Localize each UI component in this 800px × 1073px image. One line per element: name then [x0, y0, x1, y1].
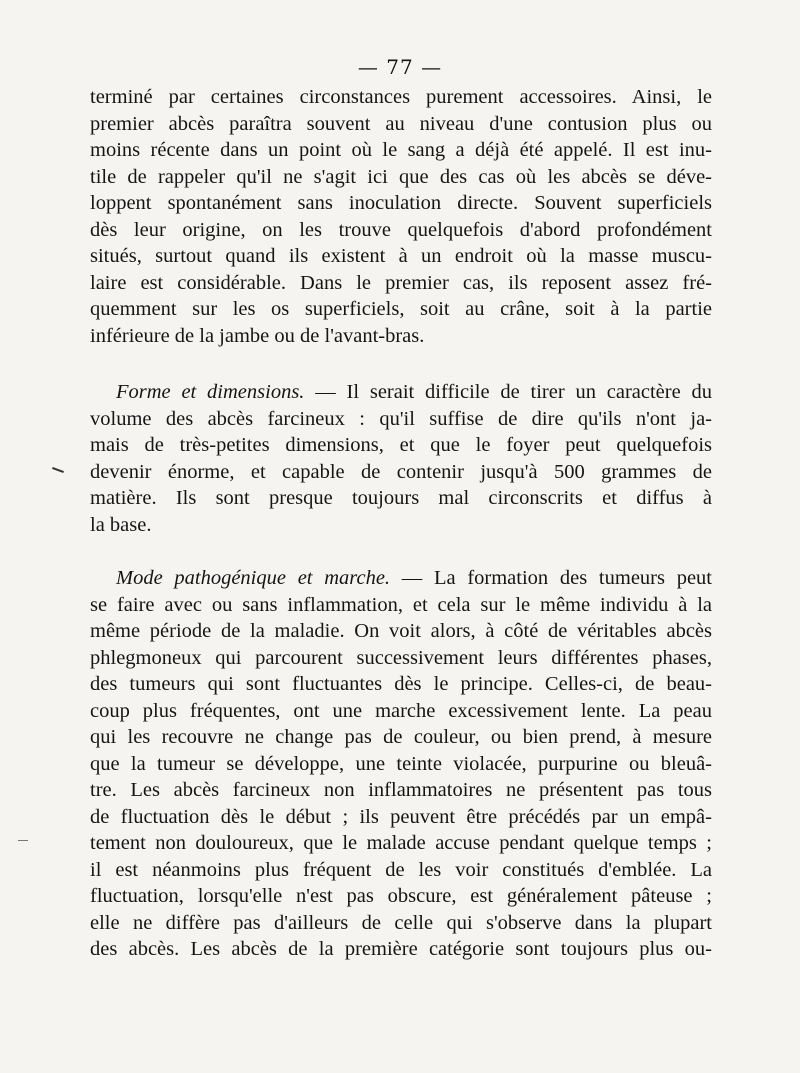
text-line: tre. Les abcès farcineux non inflammatoires ne présentent pas tous — [90, 779, 712, 801]
margin-mark-faint — [18, 840, 28, 841]
text-line: moins récente dans un point où le sang a déjà été appelé. Il est inu- — [90, 139, 712, 161]
text-line: phlegmoneux qui parcourent successivement leurs différentes phases, — [90, 646, 712, 669]
text-line: situés, surtout quand ils existent à un endroit où la masse muscu- — [90, 245, 712, 267]
text-line: mais de très-petites dimensions, et que le foyer peut quelquefois — [90, 434, 712, 456]
text-line: premier abcès paraîtra souvent au niveau d'une contusion plus ou — [90, 112, 712, 135]
text-line: devenir énorme, et capable de contenir jusqu'à 500 grammes de — [90, 460, 712, 483]
section-heading: Mode pathogénique et marche. — [116, 567, 391, 589]
text-line: terminé par certaines circonstances purement accessoires. Ainsi, le — [90, 86, 712, 108]
page-number: — 77 — — [357, 55, 443, 79]
text-line: se faire avec ou sans inflammation, et cela sur le même individu à la — [90, 593, 712, 616]
text-line: loppent spontanément sans inoculation directe. Souvent superficiels — [90, 192, 712, 214]
text-line: la base. — [90, 513, 152, 536]
text-line: coup plus fréquentes, ont une marche excessivement lente. La peau — [90, 699, 712, 722]
text-line: qui les recouvre ne change pas de couleur, ou bien prend, à mesure — [90, 726, 712, 748]
text-line: elle ne diffère pas d'ailleurs de celle qui s'observe dans la plupart — [90, 911, 712, 934]
text-line: dès leur origine, on les trouve quelquefois d'abord profondément — [90, 218, 712, 241]
section-heading: Forme et dimensions. — [116, 381, 305, 403]
text-line: tement non douloureux, que le malade accuse pendant quelque temps ; — [90, 832, 712, 854]
text-line: des tumeurs qui sont fluctuantes dès le principe. Celles-ci, de beau- — [90, 673, 712, 695]
text-line: laire est considérable. Dans le premier cas, ils reposent assez fré- — [90, 271, 712, 294]
text-line-with-heading — [90, 379, 712, 406]
text-line: volume des abcès farcineux : qu'il suffise de dire qu'ils n'ont ja- — [90, 407, 712, 430]
text-line: tile de rappeler qu'il ne s'agit ici que des cas où les abcès se déve- — [90, 165, 712, 188]
text-line: quemment sur les os superficiels, soit au crâne, soit à la partie — [90, 298, 712, 320]
text-line: même période de la maladie. On voit alors, à côté de véritables abcès — [90, 620, 712, 642]
text-line: de fluctuation dès le début ; ils peuvent être précédés par un empâ- — [90, 805, 712, 828]
heading-line-rest: — La formation des tumeurs peut — [390, 567, 712, 589]
text-line: fluctuation, lorsqu'elle n'est pas obscure, est généralement pâteuse ; — [90, 885, 712, 907]
paragraph-forme-dimensions — [90, 379, 712, 538]
text-line-with-heading — [90, 565, 712, 592]
heading-line-rest: — Il serait difficile de tirer un caractère du — [304, 381, 712, 403]
text-line: que la tumeur se développe, une teinte violacée, purpurine ou bleuâ- — [90, 752, 712, 775]
text-line: des abcès. Les abcès de la première catégorie sont toujours plus ou- — [90, 938, 712, 960]
paragraph-continuation — [90, 84, 712, 349]
text-line: matière. Ils sont presque toujours mal circonscrits et diffus à — [90, 487, 712, 509]
text-line: inférieure de la jambe ou de l'avant-bras. — [90, 324, 425, 347]
text-line: il est néanmoins plus fréquent de les voir constitués d'emblée. La — [90, 858, 712, 881]
paragraph-mode-pathogenique — [90, 565, 712, 963]
margin-mark — [52, 467, 64, 473]
